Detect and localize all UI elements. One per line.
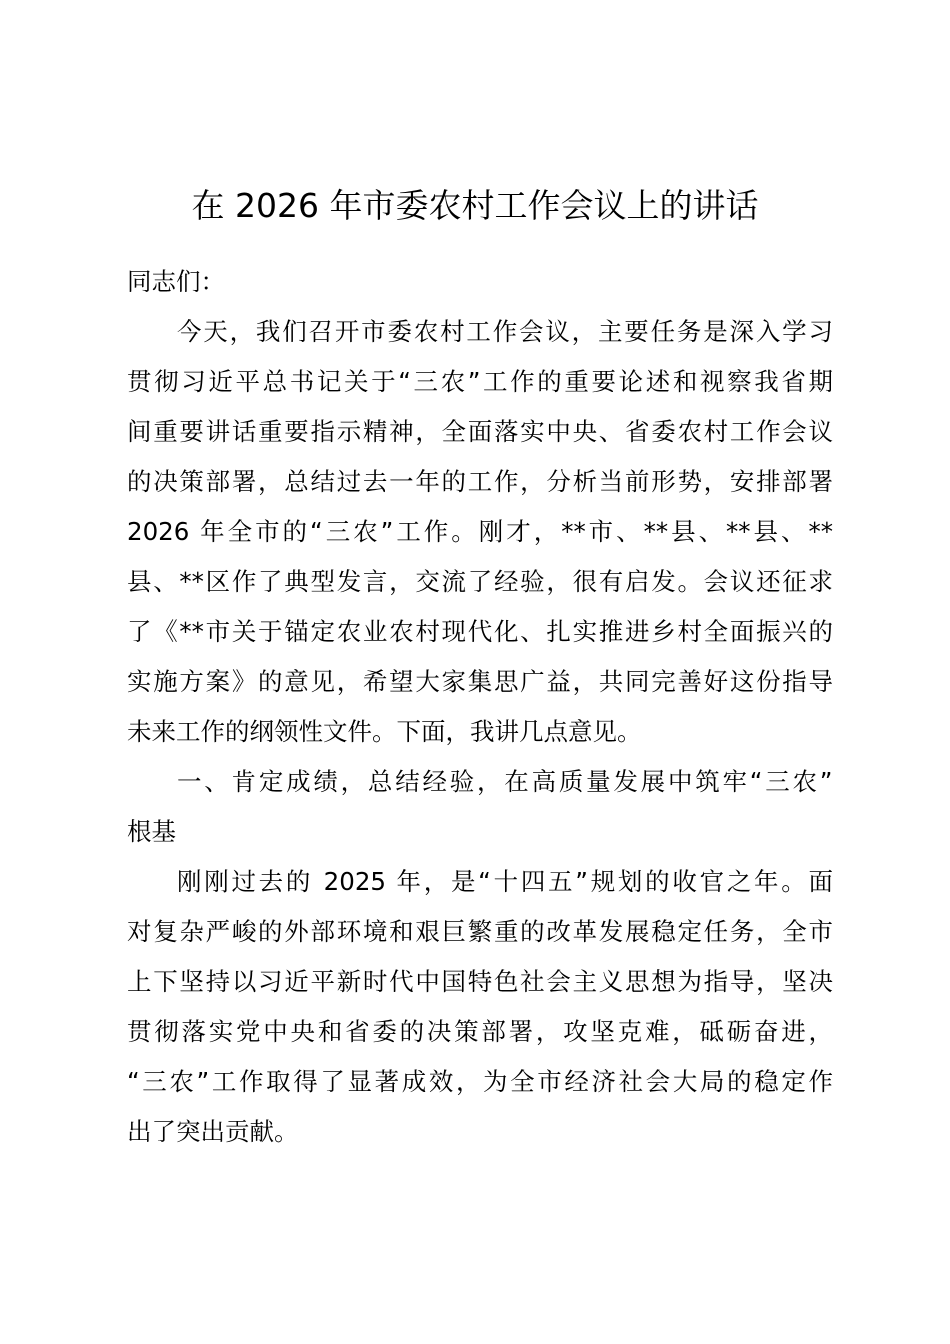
paragraph-achievements (127, 857, 833, 1157)
paragraph-line: 未来工作的纲领性文件。下面，我讲几点意见。 (127, 717, 642, 746)
heading-line: 一、肯定成绩，总结经验，在高质量发展中筑牢“三农” (177, 767, 833, 796)
paragraph-line: 对复杂严峻的外部环境和艰巨繁重的改革发展稳定任务，全市 (127, 917, 833, 946)
paragraph-line: 实施方案》的意见，希望大家集思广益，共同完善好这份指导 (127, 667, 833, 696)
paragraph-line: 贯彻习近平总书记关于“三农”工作的重要论述和视察我省期 (127, 367, 833, 396)
paragraph-line: 的决策部署，总结过去一年的工作，分析当前形势，安排部署 (127, 467, 833, 496)
section-heading-1 (127, 757, 833, 857)
paragraph-line: 了《**市关于锚定农业农村现代化、扎实推进乡村全面振兴的 (127, 617, 833, 646)
paragraph-line: 县、**区作了典型发言，交流了经验，很有启发。会议还征求 (127, 567, 833, 596)
paragraph-line: “三农”工作取得了显著成效，为全市经济社会大局的稳定作 (127, 1067, 833, 1096)
paragraph-line: 2026 年全市的“三农”工作。刚才，**市、**县、**县、** (127, 517, 833, 546)
paragraph-line: 贯彻落实党中央和省委的决策部署，攻坚克难，砥砺奋进， (127, 1017, 833, 1046)
document-body (127, 257, 833, 1157)
paragraph-line: 上下坚持以习近平新时代中国特色社会主义思想为指导，坚决 (127, 967, 833, 996)
paragraph-line: 出了突出贡献。 (127, 1117, 299, 1146)
heading-line: 根基 (127, 817, 176, 846)
document-title: 在 2026 年市委农村工作会议上的讲话 (191, 186, 759, 225)
paragraph-line: 今天，我们召开市委农村工作会议，主要任务是深入学习 (177, 317, 833, 346)
paragraph-line: 刚刚过去的 2025 年，是“十四五”规划的收官之年。面 (177, 867, 833, 896)
salutation: 同志们： (127, 267, 225, 296)
paragraph-line: 间重要讲话重要指示精神，全面落实中央、省委农村工作会议 (127, 417, 833, 446)
paragraph-intro (127, 307, 833, 757)
